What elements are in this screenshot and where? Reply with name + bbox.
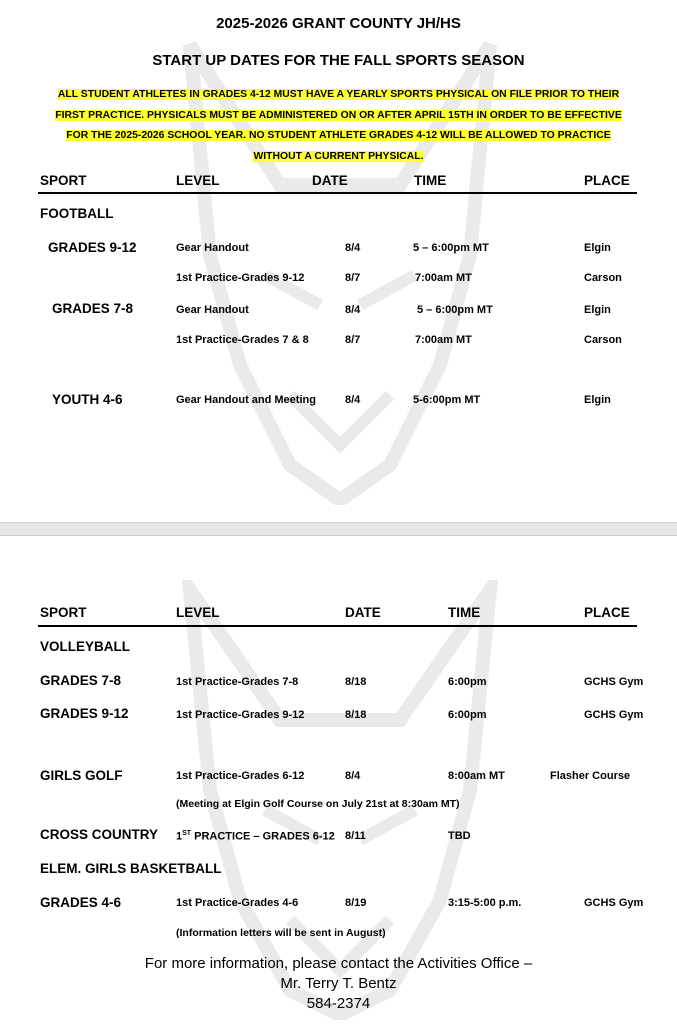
level-superscript: ST — [182, 830, 192, 837]
row-date: 8/4 — [345, 770, 361, 782]
row-level: 1st Practice-Grades 9-12 — [176, 709, 305, 721]
row-level — [176, 830, 335, 843]
row-date: 8/18 — [345, 709, 367, 721]
footer-name: Mr. Terry T. Bentz — [280, 975, 397, 992]
row-time: 6:00pm — [448, 709, 487, 721]
header-level: LEVEL — [176, 173, 220, 188]
header-time: TIME — [448, 605, 481, 620]
row-level: 1st Practice-Grades 7-8 — [176, 676, 299, 688]
row-place: Carson — [584, 334, 622, 346]
row-date: 8/11 — [345, 830, 366, 842]
row-level: Gear Handout — [176, 242, 249, 254]
row-date: 8/7 — [345, 272, 361, 284]
row-place: GCHS Gym — [584, 897, 644, 909]
row-time: 5 – 6:00pm MT — [413, 242, 489, 254]
group-name: GRADES 4-6 — [40, 895, 122, 910]
level-prefix: 1 — [176, 830, 183, 843]
group-name: GRADES 9-12 — [48, 240, 137, 255]
row-level: Gear Handout — [176, 304, 249, 316]
header-date: DATE — [312, 173, 348, 188]
header-place: PLACE — [584, 605, 630, 620]
row-place: GCHS Gym — [584, 709, 644, 721]
row-place: Flasher Course — [550, 770, 631, 782]
header-divider — [38, 625, 637, 627]
footer-phone: 584-2374 — [306, 995, 371, 1012]
basketball-note: (Information letters will be sent in August) — [176, 927, 386, 939]
sport-cross-country: CROSS COUNTRY — [40, 827, 159, 842]
header-sport: SPORT — [40, 173, 87, 188]
header-place: PLACE — [584, 173, 630, 188]
header-date: DATE — [345, 605, 381, 620]
row-date: 8/19 — [345, 897, 367, 909]
physical-notice — [40, 85, 637, 167]
sport-girls-golf: GIRLS GOLF — [40, 768, 123, 783]
sport-football: FOOTBALL — [40, 206, 114, 221]
row-level: 1st Practice-Grades 7 & 8 — [176, 334, 309, 346]
footer-contact: For more information, please contact the Activities Office – — [144, 955, 533, 972]
level-rest: PRACTICE – GRADES 6-12 — [191, 830, 335, 843]
row-place: Elgin — [584, 394, 611, 406]
row-date: 8/7 — [345, 334, 361, 346]
row-time: 7:00am MT — [415, 272, 472, 284]
page-break — [0, 522, 677, 536]
row-level: Gear Handout and Meeting — [176, 394, 316, 406]
header-sport: SPORT — [40, 605, 87, 620]
sport-elem-girls-basketball: ELEM. GIRLS BASKETBALL — [40, 861, 222, 876]
page-title: 2025-2026 GRANT COUNTY JH/HS — [216, 15, 461, 32]
header-time: TIME — [414, 173, 447, 188]
row-time: 6:00pm — [448, 676, 487, 688]
row-time: TBD — [448, 830, 471, 842]
notice-line: FIRST PRACTICE. PHYSICALS MUST BE ADMINISTERED ON OR AFTER APRIL 15TH IN ORDER TO BE EFFECTIVE — [55, 109, 622, 121]
page-subtitle: START UP DATES FOR THE FALL SPORTS SEASON — [152, 52, 525, 69]
group-name: YOUTH 4-6 — [52, 392, 123, 407]
notice-line: WITHOUT A CURRENT PHYSICAL. — [253, 150, 424, 162]
row-time: 8:00am MT — [448, 770, 505, 782]
row-time: 7:00am MT — [415, 334, 472, 346]
row-level: 1st Practice-Grades 9-12 — [176, 272, 305, 284]
golf-note: (Meeting at Elgin Golf Course on July 21st at 8:30am MT) — [176, 798, 460, 810]
row-date: 8/4 — [345, 304, 361, 316]
row-time: 5 – 6:00pm MT — [417, 304, 493, 316]
row-level: 1st Practice-Grades 4-6 — [176, 897, 299, 909]
row-place: Elgin — [584, 304, 611, 316]
row-level: 1st Practice-Grades 6-12 — [176, 770, 305, 782]
notice-line: ALL STUDENT ATHLETES IN GRADES 4-12 MUST HAVE A YEARLY SPORTS PHYSICAL ON FILE PRIOR TO THEIR — [57, 89, 620, 100]
row-date: 8/4 — [345, 394, 361, 406]
group-name: GRADES 9-12 — [40, 706, 129, 721]
row-place: Carson — [584, 272, 622, 284]
row-date: 8/4 — [345, 242, 361, 254]
header-divider — [38, 192, 637, 194]
row-time: 5-6:00pm MT — [413, 394, 481, 406]
row-date: 8/18 — [345, 676, 367, 688]
row-place: Elgin — [584, 242, 611, 254]
notice-line: FOR THE 2025-2026 SCHOOL YEAR. NO STUDENT ATHLETE GRADES 4-12 WILL BE ALLOWED TO PRACTICE — [66, 130, 611, 141]
row-time: 3:15-5:00 p.m. — [448, 897, 522, 909]
header-level: LEVEL — [176, 605, 220, 620]
group-name: GRADES 7-8 — [52, 301, 134, 316]
row-place: GCHS Gym — [584, 676, 644, 688]
group-name: GRADES 7-8 — [40, 673, 122, 688]
sport-volleyball: VOLLEYBALL — [40, 639, 130, 654]
